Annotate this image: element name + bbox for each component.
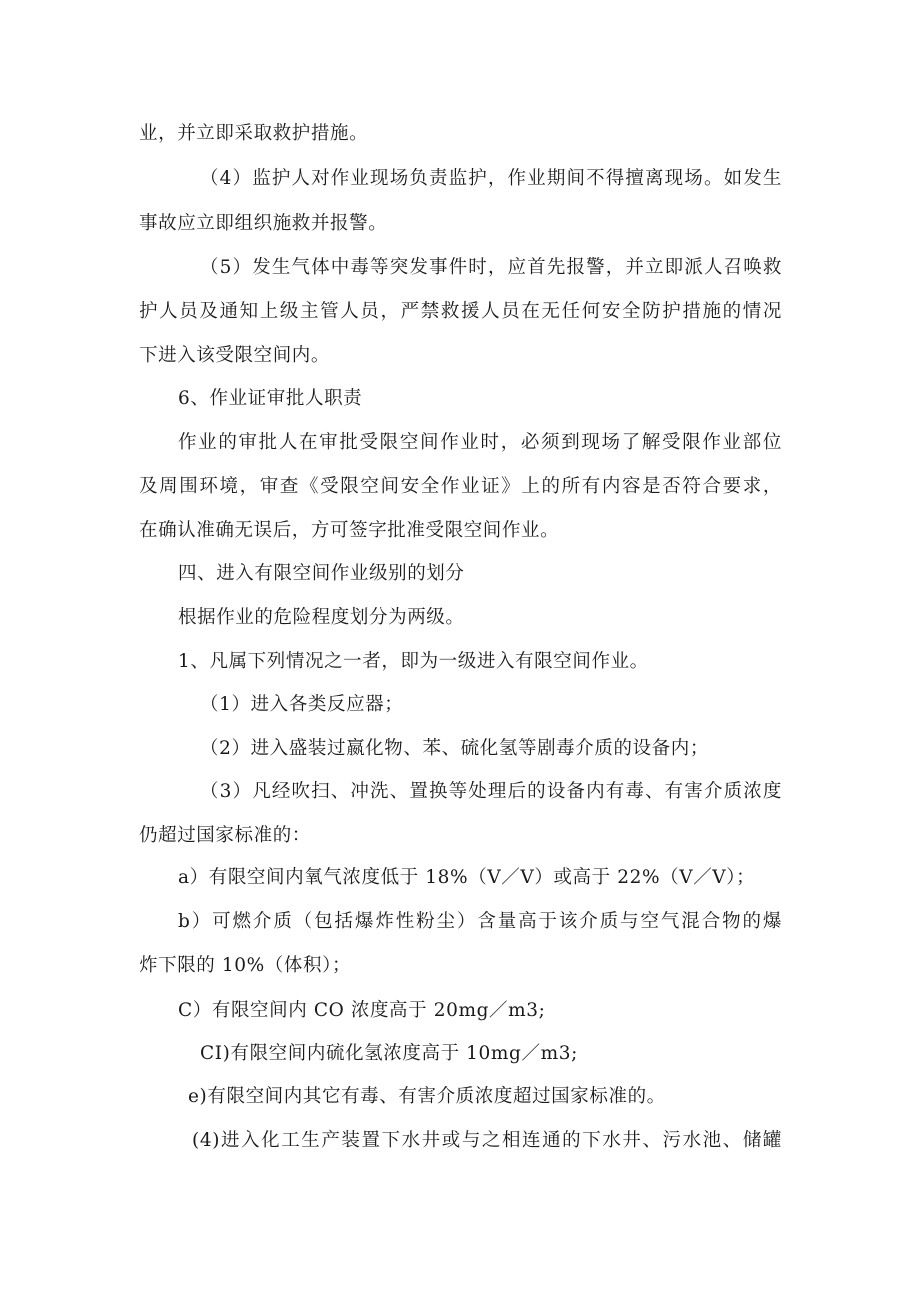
list-item: C）有限空间内 CO 浓度高于 20mg／m3;: [178, 1000, 546, 1021]
list-item: （1）进入各类反应器；: [200, 694, 404, 715]
list-item: (4)进入化工生产装置下水井或与之相连通的下水井、污水池、储罐: [192, 1130, 782, 1151]
text-line: 事故应立即组织施救并报警。: [139, 213, 388, 234]
text-line: 护人员及通知上级主管人员，严禁救援人员在无任何安全防护措施的情况: [139, 301, 782, 322]
list-item: （3）凡经吹扫、冲洗、置换等处理后的设备内有毒、有害介质浓度: [200, 781, 782, 802]
text-line: 根据作业的危险程度划分为两级。: [178, 607, 465, 628]
text-line: 作业的审批人在审批受限空间作业时，必须到现场了解受限作业部位: [178, 432, 782, 453]
text-line: 下进入该受限空间内。: [139, 345, 331, 366]
list-item: a）有限空间内氧气浓度低于 18%（V／V）或高于 22%（V／V）；: [178, 867, 756, 888]
text-line: 及周围环境，审查《受限空间安全作业证》上的所有内容是否符合要求，: [139, 476, 782, 497]
list-item: b）可燃介质（包括爆炸性粉尘）含量高于该介质与空气混合物的爆: [178, 911, 782, 932]
text-line: 在确认准确无误后，方可签字批准受限空间作业。: [139, 520, 560, 541]
section-heading: 四、进入有限空间作业级别的划分: [178, 563, 465, 584]
list-item: e)有限空间内其它有毒、有害介质浓度超过国家标准的。: [188, 1086, 666, 1107]
list-item: （2）进入盛装过嬴化物、苯、硫化氢等剧毒介质的设备内；: [200, 738, 709, 759]
text-line: 业，并立即采取救护措施。: [139, 123, 369, 144]
text-line: （4）监护人对作业现场负责监护，作业期间不得擅离现场。如发生: [200, 168, 782, 189]
text-line: 1、凡属下列情况之一者，即为一级进入有限空间作业。: [178, 651, 649, 672]
text-line: （5）发生气体中毒等突发事件时，应首先报警，并立即派人召唤救: [200, 257, 782, 278]
text-line: 炸下限的 10%（体积）；: [139, 955, 352, 976]
text-line: 仍超过国家标准的：: [139, 825, 311, 846]
list-item: CI)有限空间内硫化氢浓度高于 10mg／m3;: [200, 1043, 578, 1064]
section-heading: 6、作业证审批人职责: [178, 388, 363, 409]
